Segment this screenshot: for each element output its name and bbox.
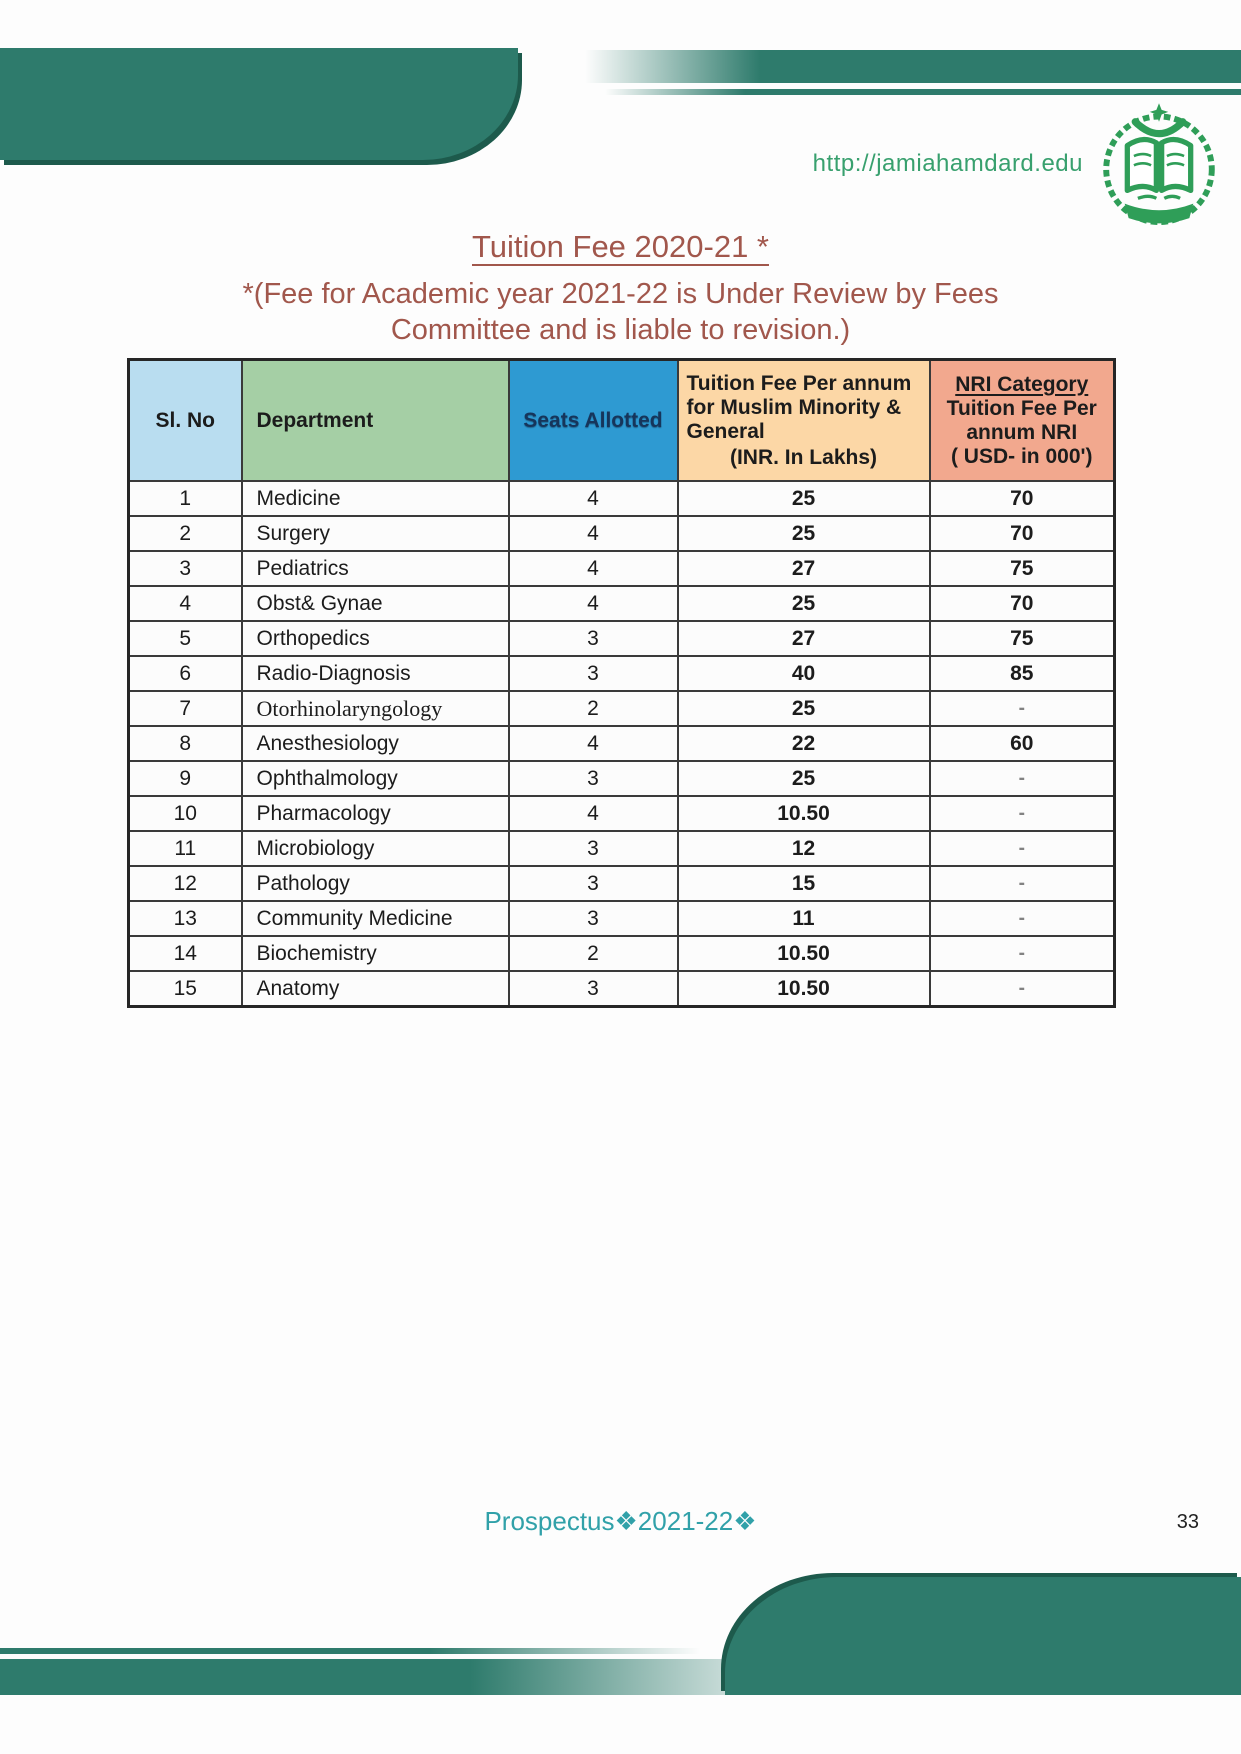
book-left-page: [1127, 139, 1156, 190]
cell-nri-fee: -: [930, 796, 1115, 831]
bottom-left-teal-line: [0, 1648, 700, 1654]
cell-nri-fee: 70: [930, 516, 1115, 551]
cell-nri-fee: 75: [930, 551, 1115, 586]
cell-department: Pediatrics: [242, 551, 509, 586]
cell-tuition-fee: 11: [678, 901, 930, 936]
cell-seats-allotted: 3: [509, 656, 678, 691]
cell-department: Orthopedics: [242, 621, 509, 656]
table-row: [129, 551, 1115, 586]
book-right-page: [1162, 139, 1191, 190]
cell-department: Ophthalmology: [242, 761, 509, 796]
cell-seats-allotted: 4: [509, 481, 678, 516]
cell-nri-fee: -: [930, 761, 1115, 796]
cell-nri-fee: -: [930, 691, 1115, 726]
table-row: [129, 971, 1115, 1007]
university-logo-icon: [1092, 98, 1226, 230]
fee-table-header: [129, 360, 1115, 482]
cell-seats-allotted: 4: [509, 551, 678, 586]
table-row: [129, 621, 1115, 656]
cell-department: Anesthesiology: [242, 726, 509, 761]
table-row: [129, 586, 1115, 621]
cell-seats-allotted: 3: [509, 901, 678, 936]
table-row: [129, 691, 1115, 726]
cell-seats-allotted: 4: [509, 726, 678, 761]
table-row: [129, 936, 1115, 971]
cell-nri-fee: -: [930, 831, 1115, 866]
page-title: Tuition Fee 2020-21 *: [472, 229, 769, 264]
cell-sl-no: 9: [129, 761, 242, 796]
cell-tuition-fee: 40: [678, 656, 930, 691]
cell-seats-allotted: 3: [509, 866, 678, 901]
cell-seats-allotted: 3: [509, 761, 678, 796]
cell-tuition-fee: 15: [678, 866, 930, 901]
cell-tuition-fee: 25: [678, 586, 930, 621]
header-tuition-fee-main: Tuition Fee Per annum for Muslim Minority & General: [686, 371, 912, 443]
table-row: [129, 796, 1115, 831]
cell-nri-fee: -: [930, 866, 1115, 901]
header-nri-title: NRI Category: [955, 372, 1089, 396]
cell-seats-allotted: 3: [509, 621, 678, 656]
cell-seats-allotted: 2: [509, 936, 678, 971]
cell-tuition-fee: 25: [678, 481, 930, 516]
header-nri-main: Tuition Fee Per annum NRI: [946, 396, 1097, 444]
cell-department: Community Medicine: [242, 901, 509, 936]
table-row: [129, 656, 1115, 691]
cell-nri-fee: -: [930, 971, 1115, 1007]
cell-sl-no: 14: [129, 936, 242, 971]
cell-nri-fee: 75: [930, 621, 1115, 656]
cell-nri-fee: 85: [930, 656, 1115, 691]
table-row: [129, 866, 1115, 901]
cell-department: Obst& Gynae: [242, 586, 509, 621]
cell-tuition-fee: 25: [678, 761, 930, 796]
cell-department: Anatomy: [242, 971, 509, 1007]
cell-department: Pharmacology: [242, 796, 509, 831]
cell-tuition-fee: 10.50: [678, 971, 930, 1007]
cell-department: Biochemistry: [242, 936, 509, 971]
footer-prospectus-label: Prospectus❖2021-22❖: [484, 1506, 757, 1536]
cell-nri-fee: -: [930, 936, 1115, 971]
table-row: [129, 516, 1115, 551]
cell-department: Pathology: [242, 866, 509, 901]
cell-sl-no: 4: [129, 586, 242, 621]
table-row: [129, 726, 1115, 761]
cell-department: Surgery: [242, 516, 509, 551]
top-right-teal-line: [605, 89, 1241, 95]
cell-sl-no: 5: [129, 621, 242, 656]
cell-tuition-fee: 27: [678, 551, 930, 586]
cell-sl-no: 10: [129, 796, 242, 831]
bottom-right-teal-band: [725, 1577, 1241, 1695]
table-row: [129, 481, 1115, 516]
cell-sl-no: 13: [129, 901, 242, 936]
top-left-teal-band: [0, 48, 518, 160]
cell-tuition-fee: 22: [678, 726, 930, 761]
cell-sl-no: 6: [129, 656, 242, 691]
cell-tuition-fee: 12: [678, 831, 930, 866]
cell-tuition-fee: 10.50: [678, 936, 930, 971]
cell-department: Radio-Diagnosis: [242, 656, 509, 691]
cell-sl-no: 11: [129, 831, 242, 866]
page-number: 33: [1176, 1511, 1199, 1533]
cell-sl-no: 1: [129, 481, 242, 516]
cell-department: Medicine: [242, 481, 509, 516]
cell-nri-fee: -: [930, 901, 1115, 936]
cell-tuition-fee: 27: [678, 621, 930, 656]
cell-tuition-fee: 25: [678, 691, 930, 726]
site-url: http://jamiahamdard.edu: [812, 150, 1083, 177]
cell-sl-no: 15: [129, 971, 242, 1007]
top-right-teal-band: [585, 50, 1241, 83]
bottom-left-teal-band: [0, 1659, 815, 1695]
cell-nri-fee: 70: [930, 481, 1115, 516]
header-sl-no: Sl. No: [129, 360, 242, 482]
header-tuition-fee-unit: (INR. In Lakhs): [729, 445, 877, 469]
tuition-fee-table: [127, 358, 1116, 1008]
cell-seats-allotted: 3: [509, 971, 678, 1007]
header-tuition-fee: [678, 360, 930, 482]
cell-sl-no: 12: [129, 866, 242, 901]
header-nri-category: [930, 360, 1115, 482]
header-seats-allotted: Seats Allotted: [509, 360, 678, 482]
cell-seats-allotted: 4: [509, 586, 678, 621]
page-subtitle: *(Fee for Academic year 2021-22 is Under Review by Fees Committee and is liable to revision.): [242, 278, 999, 346]
table-row: [129, 831, 1115, 866]
cell-seats-allotted: 3: [509, 831, 678, 866]
cell-sl-no: 8: [129, 726, 242, 761]
cell-sl-no: 2: [129, 516, 242, 551]
cell-department: Microbiology: [242, 831, 509, 866]
cell-tuition-fee: 25: [678, 516, 930, 551]
fee-table-body: [129, 481, 1115, 1007]
cell-nri-fee: 70: [930, 586, 1115, 621]
cell-department: Otorhinolaryngology: [242, 691, 509, 726]
cell-seats-allotted: 2: [509, 691, 678, 726]
cell-tuition-fee: 10.50: [678, 796, 930, 831]
table-row: [129, 761, 1115, 796]
table-row: [129, 901, 1115, 936]
cell-seats-allotted: 4: [509, 516, 678, 551]
cell-sl-no: 3: [129, 551, 242, 586]
cell-seats-allotted: 4: [509, 796, 678, 831]
header-nri-unit: ( USD- in 000'): [950, 444, 1093, 468]
cell-sl-no: 7: [129, 691, 242, 726]
cell-nri-fee: 60: [930, 726, 1115, 761]
header-department: Department: [242, 360, 509, 482]
